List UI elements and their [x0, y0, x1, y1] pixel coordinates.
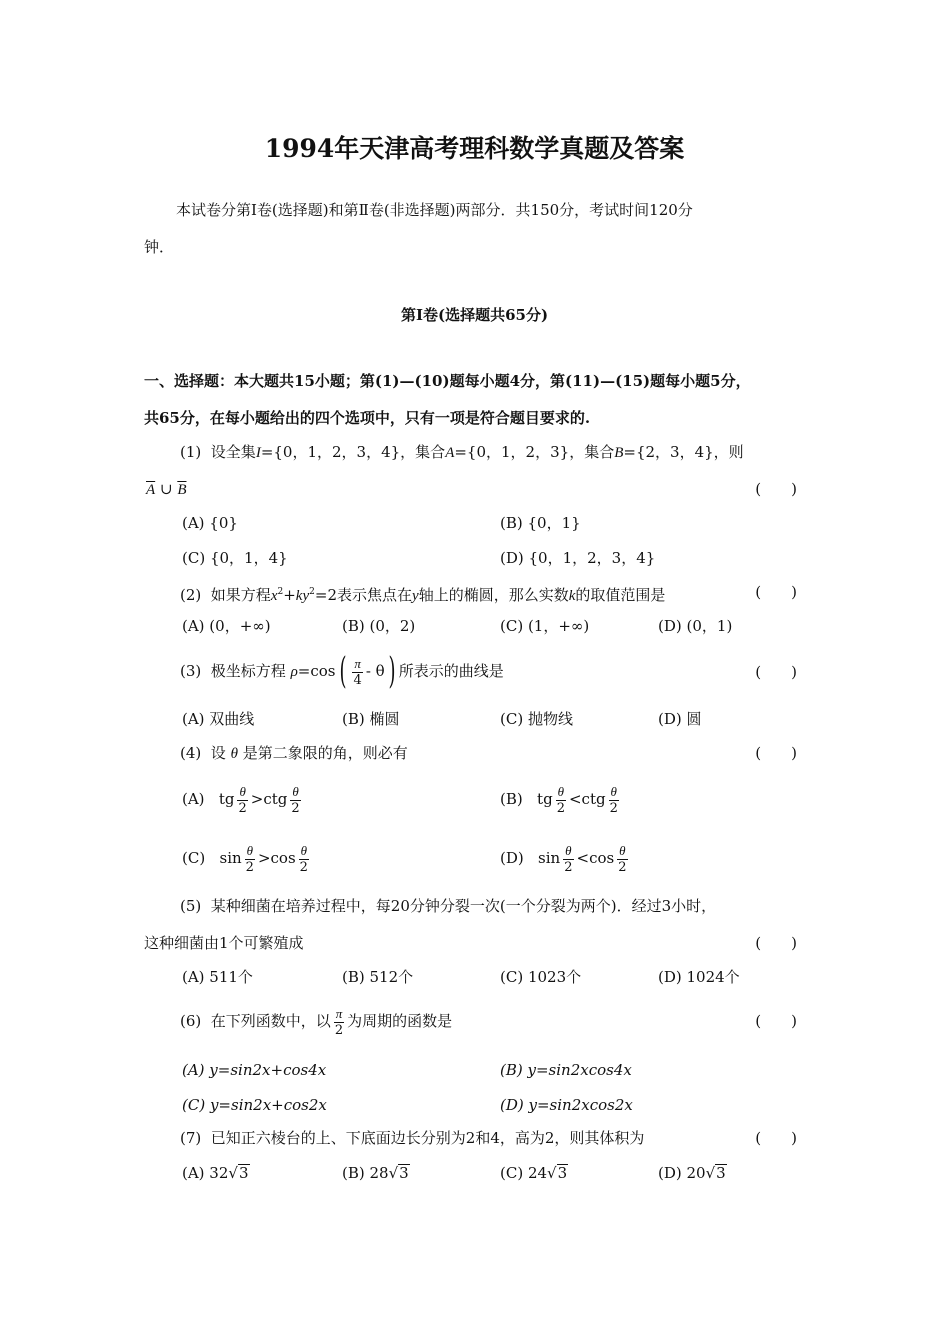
function-name: ctg	[263, 790, 288, 808]
answer-bracket: ( )	[755, 583, 797, 601]
equals-cos: =cos	[297, 662, 336, 680]
minus-theta: - θ	[365, 662, 385, 680]
option-label: (D)	[500, 849, 524, 867]
denominator: 2	[618, 860, 627, 875]
q4-option-b	[500, 779, 622, 819]
option-text: (B) 28	[342, 1164, 389, 1182]
q4-option-a	[182, 779, 304, 819]
q6-option-c: (C) y=sin2x+cos2x	[182, 1096, 327, 1114]
question-7-stem	[180, 1128, 644, 1148]
option-label: (A)	[182, 790, 205, 808]
instructions-line-1: 一、选择题：本大题共15小题；第(1)—(10)题每小题4分，第(11)—(15)题每小题5分，	[144, 372, 751, 390]
denominator: 2	[238, 801, 247, 816]
question-number: (5)	[180, 897, 202, 915]
stem-text: ={0，1，2，3，4}，集合	[260, 443, 446, 461]
q2-option-b: (B) (0，2)	[342, 617, 416, 635]
relation: >	[257, 849, 271, 867]
q3-option-b: (B) 椭圆	[342, 710, 400, 728]
question-5-stem-line-1	[180, 896, 716, 916]
question-1-expression	[146, 479, 186, 500]
option-text: (A) 32	[182, 1164, 229, 1182]
option-text: (D) 20	[658, 1164, 706, 1182]
question-number: (7)	[180, 1129, 202, 1147]
complement-b: $\overline{B}$	[177, 482, 187, 498]
section-title: 第Ⅰ卷(选择题共65分)	[400, 306, 549, 324]
q1-option-b: (B) {0，1}	[500, 514, 581, 532]
theta: θ	[619, 843, 626, 858]
question-6-stem	[180, 1001, 452, 1041]
var-y-axis: y	[412, 588, 419, 604]
right-paren: )	[388, 651, 396, 692]
var-b: B	[614, 445, 624, 461]
function-name: sin	[538, 849, 561, 867]
stem-text: 已知正六棱台的上、下底面边长分别为2和4，高为2，则其体积为	[210, 1129, 645, 1147]
q5-option-d: (D) 1024个	[658, 968, 740, 986]
denominator: 2	[334, 1023, 344, 1038]
sqrt-icon: √	[228, 1164, 238, 1182]
q7-option-b	[342, 1163, 410, 1183]
option-label: (B)	[500, 790, 523, 808]
question-number: (6)	[180, 1012, 202, 1030]
radicand: 3	[557, 1164, 568, 1182]
stem-text: 表示焦点在	[337, 586, 413, 604]
answer-bracket: ( )	[755, 1012, 797, 1030]
equals-two: =2	[314, 586, 337, 604]
function-name: tg	[537, 790, 553, 808]
fraction-pi-over-4	[352, 656, 364, 688]
var-k: k	[295, 588, 303, 604]
document-title: 1994年天津高考理科数学真题及答案	[264, 134, 685, 163]
question-5-stem-line-2: 这种细菌由1个可繁殖成	[144, 934, 304, 952]
function-name: cos	[589, 849, 615, 867]
intro-line-2: 钟．	[144, 238, 175, 256]
denominator: 2	[291, 801, 300, 816]
sqrt-icon: √	[705, 1164, 716, 1182]
left-paren: (	[339, 651, 347, 692]
plus-sign: +	[283, 586, 296, 604]
stem-text: 为周期的函数是	[347, 1012, 453, 1030]
q7-option-c	[500, 1163, 568, 1183]
denominator: 4	[353, 673, 362, 688]
denominator: 2	[299, 860, 308, 875]
stem-text: 某种细菌在培养过程中，每20分钟分裂一次(一个分裂为两个)．经过3小时，	[210, 897, 717, 915]
fraction-theta-over-2	[562, 843, 574, 875]
q6-option-b: (B) y=sin2xcos4x	[500, 1061, 632, 1079]
answer-bracket: ( )	[755, 663, 797, 681]
var-y: y	[302, 588, 310, 604]
q2-option-a: (A) (0，+∞)	[182, 617, 271, 635]
q2-option-d: (D) (0，1)	[658, 617, 733, 635]
stem-text: 的取值范围是	[575, 586, 666, 604]
question-number: (4)	[180, 744, 202, 762]
fraction-theta-over-2	[555, 784, 567, 816]
exponent: 2	[309, 587, 315, 597]
q2-option-c: (C) (1，+∞)	[500, 617, 590, 635]
fraction-theta-over-2	[298, 843, 310, 875]
relation: <	[568, 790, 582, 808]
sqrt-icon: √	[388, 1164, 399, 1182]
denominator: 2	[245, 860, 254, 875]
radicand: 3	[399, 1164, 409, 1182]
answer-bracket: ( )	[755, 934, 797, 952]
q1-option-a: (A) {0}	[182, 514, 238, 532]
q3-option-a: (A) 双曲线	[182, 710, 255, 728]
var-a: A	[445, 445, 455, 461]
fraction-theta-over-2	[616, 843, 628, 875]
stem-text: ={0，1，2，3}，集合	[454, 443, 615, 461]
fraction-theta-over-2	[237, 784, 249, 816]
question-1-stem	[180, 442, 744, 463]
question-3-stem	[180, 651, 504, 692]
denominator: 2	[564, 860, 573, 875]
option-text: (C) 24	[500, 1164, 548, 1182]
fraction-pi-over-2	[333, 1006, 345, 1038]
stem-text: 在下列函数中，以	[210, 1012, 331, 1030]
stem-text: 设全集	[210, 443, 256, 461]
q3-option-c: (C) 抛物线	[500, 710, 573, 728]
relation: >	[250, 790, 264, 808]
var-k: k	[568, 588, 576, 604]
stem-text: 轴上的椭圆，那么实数	[418, 586, 569, 604]
var-rho: ρ	[290, 664, 298, 680]
exponent: 2	[277, 587, 284, 597]
pi-symbol: π	[354, 656, 361, 671]
denominator: 2	[556, 801, 565, 816]
q3-option-d: (D) 圆	[658, 710, 702, 728]
theta: θ	[565, 843, 572, 858]
radicand: 3	[716, 1164, 726, 1182]
q5-option-a: (A) 511个	[182, 968, 253, 986]
theta: θ	[239, 784, 246, 799]
theta: θ	[557, 784, 565, 799]
question-4-stem	[180, 743, 408, 764]
denominator: 2	[609, 801, 618, 816]
question-number: (1)	[180, 443, 202, 461]
var-i: I	[255, 445, 261, 461]
fraction-theta-over-2	[289, 784, 301, 816]
function-name: tg	[218, 790, 235, 808]
q7-option-a	[182, 1163, 250, 1183]
complement-a: $\overline{A}$	[146, 482, 156, 498]
relation: <	[576, 849, 590, 867]
pi-symbol: π	[335, 1006, 343, 1021]
q7-option-d	[658, 1163, 727, 1183]
sqrt-icon: √	[547, 1164, 557, 1182]
answer-bracket: ( )	[755, 1129, 797, 1147]
theta: θ	[246, 843, 253, 858]
instructions-line-2: 共65分，在每小题给出的四个选项中，只有一项是符合题目要求的.	[144, 409, 591, 427]
function-name: cos	[270, 849, 296, 867]
stem-text: 如果方程	[210, 586, 271, 604]
answer-bracket: ( )	[755, 480, 797, 498]
var-theta: θ	[230, 746, 238, 762]
q5-option-c: (C) 1023个	[500, 968, 582, 986]
fraction-theta-over-2	[244, 843, 256, 875]
var-x: x	[270, 588, 278, 604]
theta: θ	[610, 784, 617, 799]
answer-bracket: ( )	[755, 744, 797, 762]
question-number: (3)	[180, 662, 202, 680]
question-2-stem	[180, 582, 665, 606]
intro-line-1: 本试卷分第Ⅰ卷(选择题)和第Ⅱ卷(非选择题)两部分．共150分，考试时间120分	[176, 201, 693, 219]
stem-text: 所表示的曲线是	[398, 662, 504, 680]
option-label: (C)	[182, 849, 206, 867]
fraction-theta-over-2	[608, 784, 620, 816]
stem-text: 是第二象限的角，则必有	[242, 744, 408, 762]
function-name: sin	[219, 849, 242, 867]
q1-option-d: (D) {0，1，2，3，4}	[500, 549, 656, 567]
q6-option-a: (A) y=sin2x+cos4x	[182, 1061, 327, 1079]
stem-text: ={2，3，4}，则	[623, 443, 744, 461]
function-name: ctg	[581, 790, 606, 808]
theta: θ	[300, 843, 307, 858]
stem-text: 设	[210, 744, 226, 762]
union-symbol: ∪	[159, 480, 173, 498]
q1-option-c: (C) {0，1，4}	[182, 549, 288, 567]
q4-option-d	[500, 838, 630, 878]
theta: θ	[292, 784, 299, 799]
stem-text: 极坐标方程	[210, 662, 286, 680]
q6-option-d: (D) y=sin2xcos2x	[500, 1096, 633, 1114]
question-number: (2)	[180, 586, 202, 604]
q4-option-c	[182, 838, 312, 878]
q5-option-b: (B) 512个	[342, 968, 414, 986]
radicand: 3	[238, 1164, 249, 1182]
